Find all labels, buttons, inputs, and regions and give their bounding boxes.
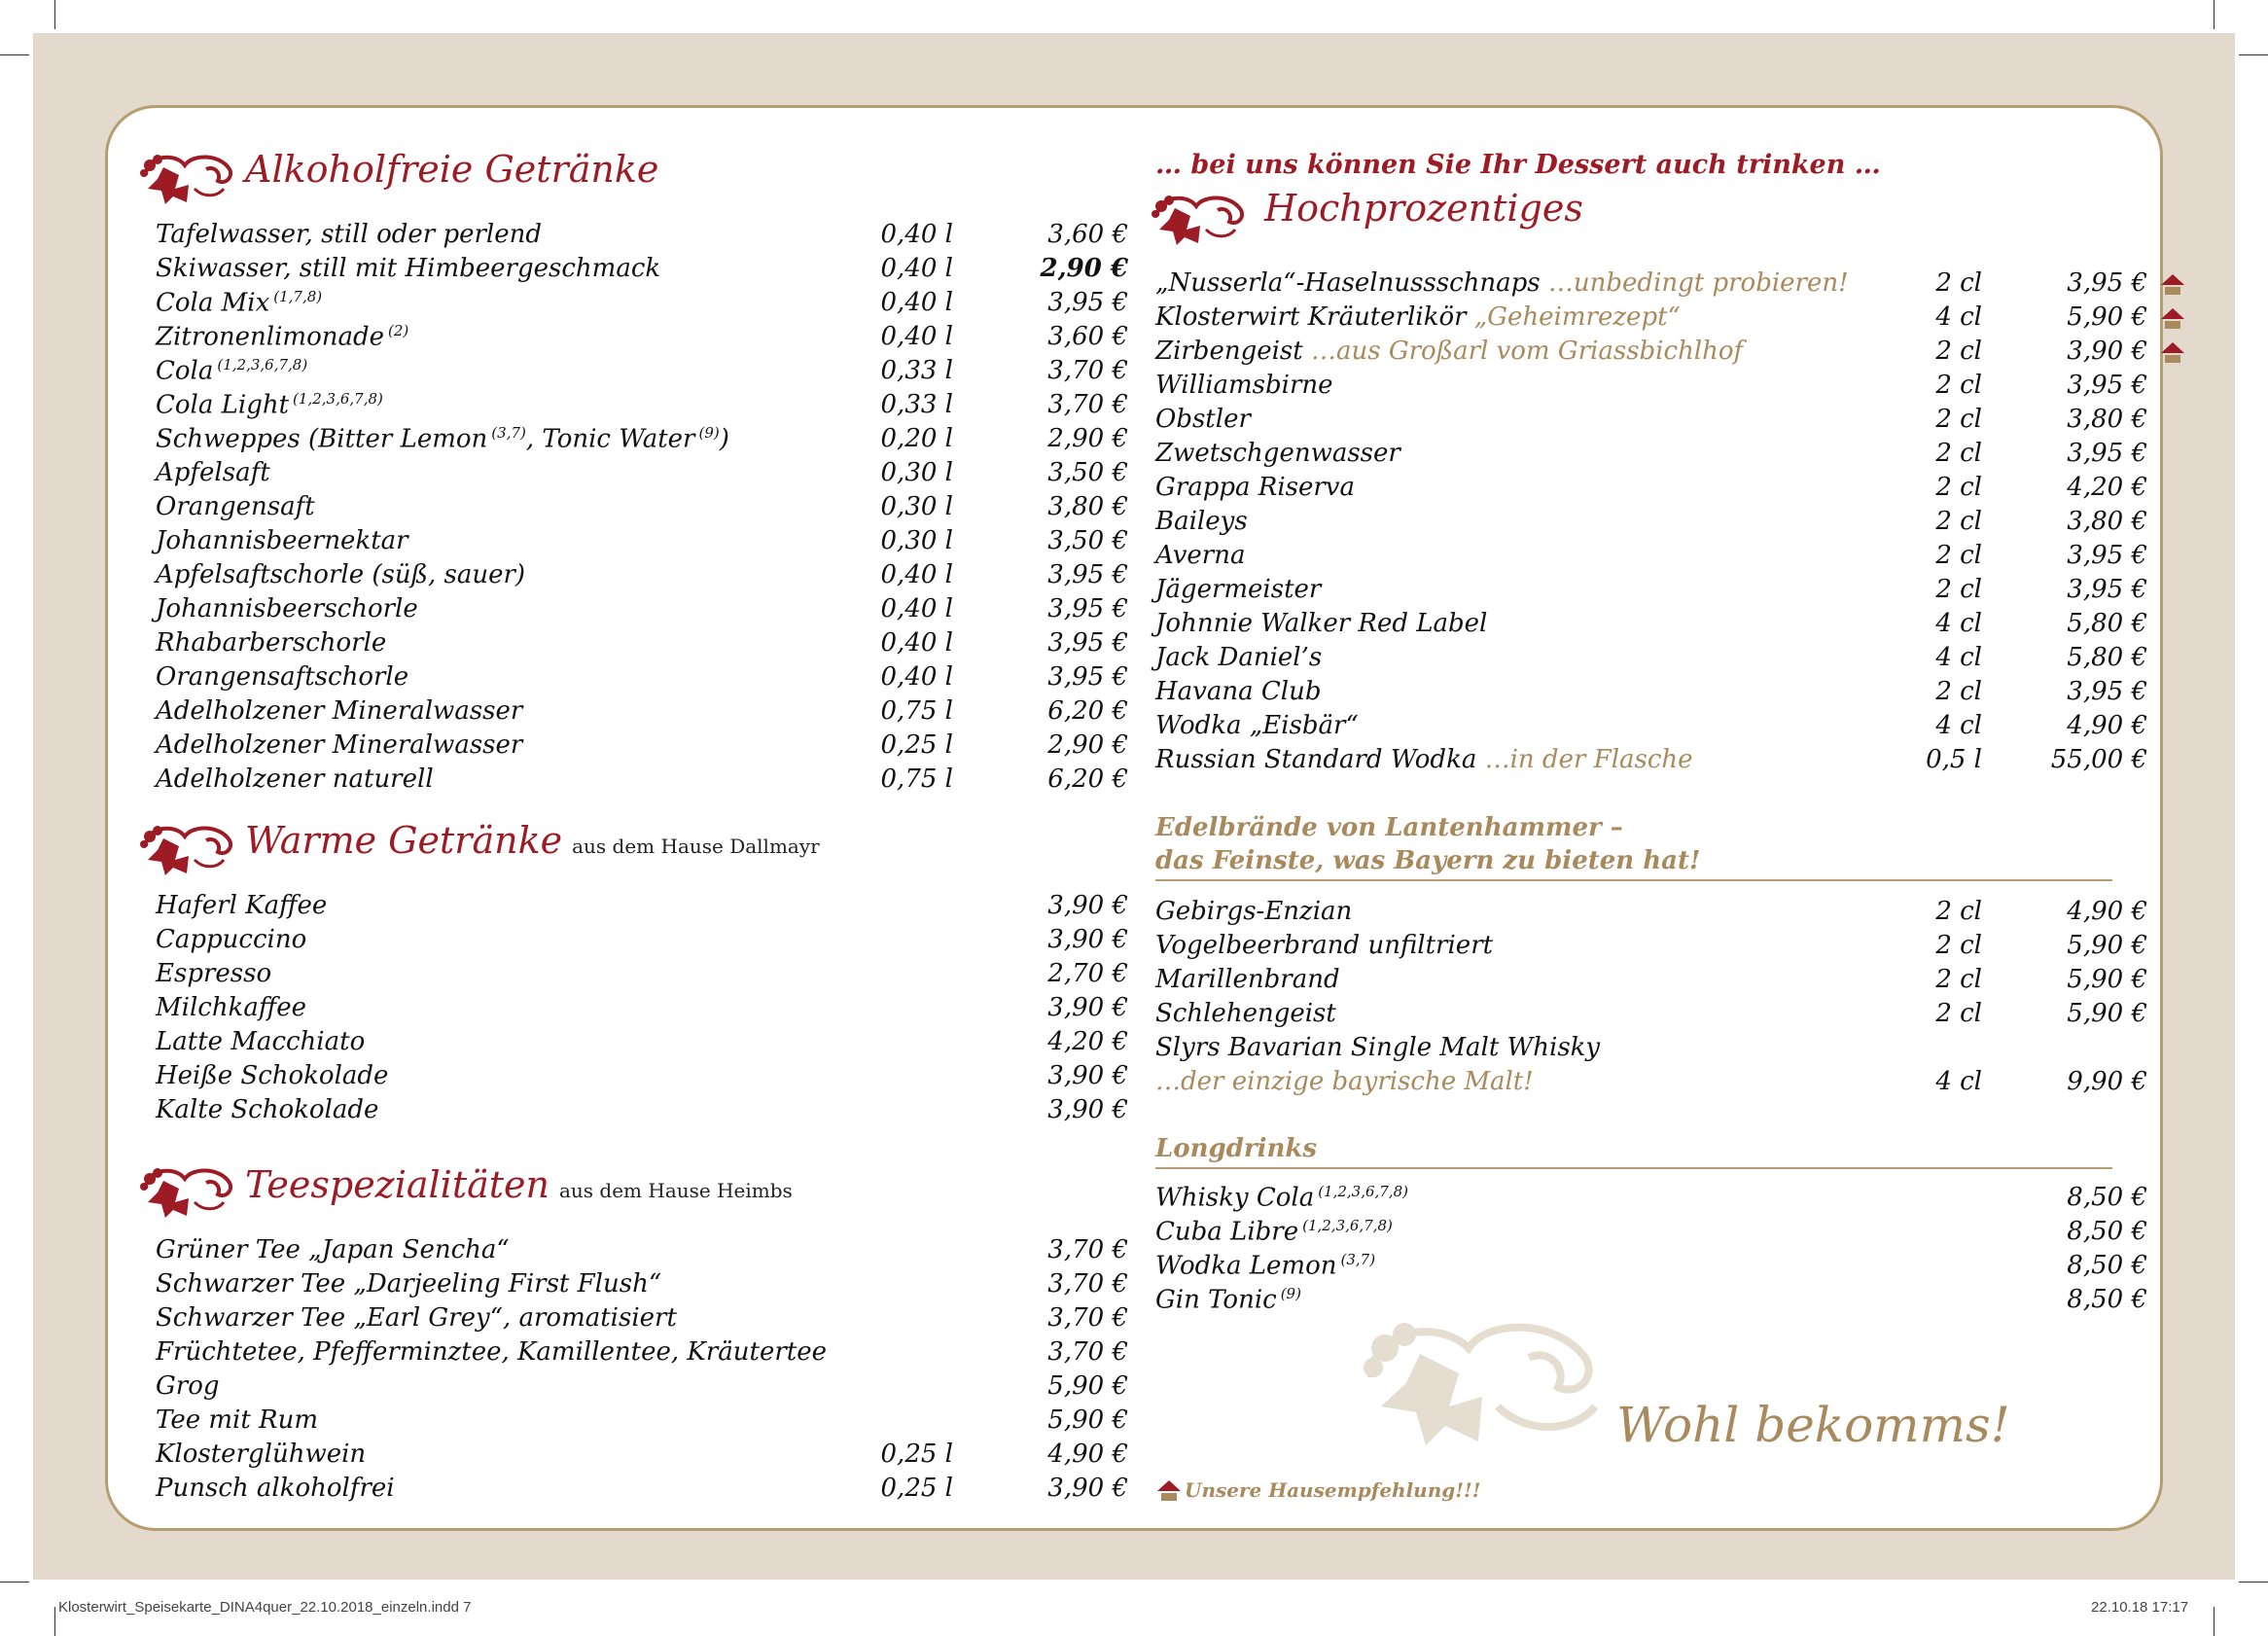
item-quantity: 0,40 l (880, 322, 953, 351)
item-price: 3,95 € (1047, 628, 1128, 658)
tee-title: Teespezialitäten (245, 1163, 549, 1206)
list-item (1155, 1183, 2147, 1217)
item-price: 5,90 € (1047, 1371, 1128, 1401)
warm-subtitle: aus dem Hause Dallmayr (572, 835, 820, 858)
item-quantity: 2 cl (1935, 473, 1982, 502)
item-name: Zitronenlimonade $^{(2)}$ (156, 322, 409, 352)
item-price: 3,95 € (1047, 662, 1128, 692)
item-quantity: 2 cl (1935, 999, 1982, 1028)
item-name: Schwarzer Tee „Darjeeling First Flush“ (156, 1269, 662, 1298)
list-item (156, 1405, 1128, 1440)
item-quantity: 2 cl (1935, 405, 1982, 434)
item-price: 4,90 € (1047, 1440, 1128, 1469)
item-price: 3,50 € (1047, 458, 1128, 487)
item-name: Johannisbeerschorle (156, 594, 418, 623)
legend-text: Unsere Hausempfehlung!!! (1185, 1478, 1481, 1502)
grape-ornament-icon (136, 146, 239, 208)
item-price: 3,95 € (2067, 268, 2147, 298)
item-name: Whisky Cola $^{(1,2,3,6,7,8)}$ (1155, 1183, 1409, 1213)
list-item (1155, 337, 2147, 371)
allergen-note: (3,7) (1340, 1251, 1376, 1268)
list-item (156, 288, 1128, 322)
item-name: Punsch alkoholfrei (156, 1474, 395, 1503)
list-item (156, 1027, 1128, 1061)
item-quantity: 4 cl (1935, 711, 1982, 740)
item-note: …aus Großarl vom Griassbichlhof (1302, 337, 1744, 366)
item-name: Adelholzener Mineralwasser (156, 730, 523, 760)
item-name: Wodka „Eisbär“ (1155, 711, 1359, 740)
crop-mark (0, 54, 29, 55)
item-note: …in der Flasche (1476, 745, 1693, 774)
list-item (156, 765, 1128, 799)
item-quantity: 0,40 l (880, 560, 953, 589)
list-item (1155, 609, 2147, 643)
item-quantity: 4 cl (1935, 643, 1982, 672)
list-item (156, 730, 1128, 765)
item-quantity: 0,75 l (880, 765, 953, 794)
house-recommendation-icon (2161, 342, 2184, 364)
item-price: 3,95 € (1047, 560, 1128, 589)
grape-ornament-icon (136, 1159, 239, 1222)
item-quantity: 0,40 l (880, 254, 953, 283)
list-item (1155, 711, 2147, 745)
item-name: Tafelwasser, still oder perlend (156, 220, 543, 249)
item-name: Apfelsaft (156, 458, 270, 487)
item-name: Jack Daniel’s (1155, 643, 1323, 672)
item-quantity: 2 cl (1935, 575, 1982, 604)
item-price: 3,90 € (1047, 993, 1128, 1022)
list-item (1155, 643, 2147, 677)
house-recommendation-icon (1157, 1480, 1181, 1502)
list-item (1155, 302, 2147, 337)
list-item (156, 526, 1128, 560)
list-item (156, 220, 1128, 254)
item-name: Vogelbeerbrand unfiltriert (1155, 931, 1494, 960)
list-item (156, 322, 1128, 356)
item-quantity: 0,40 l (880, 628, 953, 658)
tee-list (156, 1235, 1128, 1508)
item-name: Schweppes (Bitter Lemon $^{(3,7)}$, Tonic Water $^{(9)}$) (156, 424, 729, 454)
item-price: 5,90 € (1047, 1405, 1128, 1435)
item-name: Früchtetee, Pfefferminztee, Kamillentee, Kräutertee (156, 1337, 828, 1367)
item-name: Heiße Schokolade (156, 1061, 389, 1090)
item-quantity: 0,25 l (880, 1440, 953, 1469)
crop-mark (54, 0, 55, 29)
list-item (1155, 575, 2147, 609)
item-price: 2,70 € (1047, 959, 1128, 988)
item-quantity: 0,40 l (880, 288, 953, 317)
item-name: Baileys (1155, 507, 1248, 536)
item-price: 3,70 € (1047, 1235, 1128, 1264)
item-name: Grüner Tee „Japan Sencha“ (156, 1235, 510, 1264)
item-name: Tee mit Rum (156, 1405, 319, 1435)
crop-mark (54, 1607, 55, 1636)
crop-mark (2214, 1607, 2215, 1636)
item-price: 55,00 € (2050, 745, 2147, 774)
item-price: 8,50 € (2067, 1251, 2147, 1280)
item-name: „Nusserla“-Haselnussschnaps …unbedingt probieren! (1155, 268, 1849, 298)
item-price: 8,50 € (2067, 1217, 2147, 1246)
grape-ornament-icon (1148, 187, 1251, 249)
item-price: 4,20 € (1047, 1027, 1128, 1056)
list-item (156, 560, 1128, 594)
section-title-hoch: Hochprozentiges (1264, 187, 1583, 230)
list-item (1155, 897, 2147, 931)
item-price: 8,50 € (2067, 1183, 2147, 1212)
item-price: 3,70 € (1047, 1303, 1128, 1333)
faded-grape-ornament-icon (1352, 1299, 1644, 1455)
item-quantity: 0,5 l (1926, 745, 1982, 774)
item-name: Adelholzener Mineralwasser (156, 696, 523, 726)
item-price: 6,20 € (1047, 765, 1128, 794)
item-price: 3,95 € (1047, 594, 1128, 623)
item-price: 3,95 € (2067, 677, 2147, 706)
item-quantity: 0,25 l (880, 730, 953, 760)
dessert-tagline: … bei uns können Sie Ihr Dessert auch trinken … (1155, 150, 1881, 180)
list-item (156, 594, 1128, 628)
list-item (156, 390, 1128, 424)
long-title: Longdrinks (1155, 1134, 1318, 1163)
item-price: 5,90 € (2067, 302, 2147, 332)
list-item (1155, 268, 2147, 302)
list-item (1155, 473, 2147, 507)
list-item (1155, 999, 2147, 1033)
warm-title: Warme Getränke (245, 819, 563, 862)
edel-list (1155, 897, 2147, 1101)
item-price: 3,50 € (1047, 526, 1128, 555)
item-price: 2,90 € (1047, 730, 1128, 760)
item-name: Cola Light $^{(1,2,3,6,7,8)}$ (156, 390, 383, 420)
item-price: 9,90 € (2067, 1067, 2147, 1096)
item-name: Johannisbeernektar (156, 526, 408, 555)
allergen-note: (1,7,8) (273, 288, 323, 305)
item-price: 3,70 € (1047, 390, 1128, 419)
item-quantity: 2 cl (1935, 541, 1982, 570)
item-name: Cuba Libre $^{(1,2,3,6,7,8)}$ (1155, 1217, 1393, 1247)
item-price: 3,95 € (2067, 575, 2147, 604)
item-name: Johnnie Walker Red Label (1155, 609, 1488, 638)
item-name: Grappa Riserva (1155, 473, 1355, 502)
item-quantity: 2 cl (1935, 439, 1982, 468)
allergen-note: (2) (388, 322, 409, 339)
item-price: 3,80 € (2067, 405, 2147, 434)
section-title-tee (245, 1163, 793, 1206)
item-price: 3,70 € (1047, 356, 1128, 385)
hoch-list (1155, 268, 2147, 779)
item-price: 3,70 € (1047, 1337, 1128, 1367)
list-item (156, 696, 1128, 730)
item-quantity: 0,40 l (880, 662, 953, 692)
item-name: Zwetschgenwasser (1155, 439, 1400, 468)
item-price: 2,90 € (1047, 424, 1128, 453)
allergen-note: (1,2,3,6,7,8) (217, 356, 308, 373)
list-item (1155, 931, 2147, 965)
item-quantity: 2 cl (1935, 965, 1982, 994)
item-price: 6,20 € (1047, 696, 1128, 726)
item-price: 2,90 € (1040, 254, 1128, 283)
list-item (156, 1371, 1128, 1405)
item-name: Latte Macchiato (156, 1027, 366, 1056)
list-item (1155, 1067, 2147, 1101)
item-price: 4,20 € (2067, 473, 2147, 502)
item-quantity: 0,30 l (880, 458, 953, 487)
item-quantity: 0,33 l (880, 356, 953, 385)
item-quantity: 0,40 l (880, 220, 953, 249)
item-price: 5,90 € (2067, 965, 2147, 994)
item-name: Espresso (156, 959, 272, 988)
edel-title-line2: das Feinste, was Bayern zu bieten hat! (1155, 846, 1701, 875)
item-name: Gebirgs-Enzian (1155, 897, 1353, 926)
list-item (156, 356, 1128, 390)
list-item (1155, 507, 2147, 541)
closing-text: Wohl bekomms! (1616, 1397, 2010, 1453)
list-item (156, 1061, 1128, 1095)
list-item (156, 458, 1128, 492)
item-name: Grog (156, 1371, 220, 1401)
item-price: 3,60 € (1047, 322, 1128, 351)
house-recommendation-icon (2161, 274, 2184, 296)
list-item (156, 959, 1128, 993)
list-item (1155, 1217, 2147, 1251)
list-item (156, 1474, 1128, 1508)
list-item (1155, 371, 2147, 405)
item-price: 3,60 € (1047, 220, 1128, 249)
item-price: 3,90 € (1047, 1474, 1128, 1503)
item-name: Kalte Schokolade (156, 1095, 379, 1124)
item-name: Haferl Kaffee (156, 891, 328, 920)
list-item (156, 1337, 1128, 1371)
list-item (1155, 965, 2147, 999)
item-name: Apfelsaftschorle (süß, sauer) (156, 560, 526, 589)
list-item (1155, 1033, 2147, 1067)
item-quantity: 0,20 l (880, 424, 953, 453)
item-name: Averna (1155, 541, 1246, 570)
list-item (156, 1235, 1128, 1269)
item-price: 8,50 € (2067, 1285, 2147, 1314)
item-quantity: 2 cl (1935, 897, 1982, 926)
print-slug-file: Klosterwirt_Speisekarte_DINA4quer_22.10.2018_einzeln.indd 7 (58, 1599, 472, 1616)
item-name: Obstler (1155, 405, 1251, 434)
edel-title (1155, 811, 1700, 877)
item-name: Cola $^{(1,2,3,6,7,8)}$ (156, 356, 308, 386)
item-name: Havana Club (1155, 677, 1322, 706)
item-quantity: 2 cl (1935, 337, 1982, 366)
item-name: Marillenbrand (1155, 965, 1340, 994)
item-name: Russian Standard Wodka …in der Flasche (1155, 745, 1693, 774)
list-item (1155, 745, 2147, 779)
item-price: 3,95 € (2067, 541, 2147, 570)
item-quantity: 0,75 l (880, 696, 953, 726)
item-name: Jägermeister (1155, 575, 1322, 604)
item-name: Gin Tonic $^{(9)}$ (1155, 1285, 1301, 1315)
item-quantity: 2 cl (1935, 677, 1982, 706)
item-price: 3,90 € (2067, 337, 2147, 366)
long-divider (1155, 1167, 2112, 1169)
item-quantity: 0,30 l (880, 492, 953, 521)
list-item (156, 925, 1128, 959)
item-name: Schwarzer Tee „Earl Grey“, aromatisiert (156, 1303, 677, 1333)
item-note: …unbedingt probieren! (1540, 268, 1849, 298)
item-note: …der einzige bayrische Malt! (1155, 1067, 1534, 1096)
allergen-note: (1,2,3,6,7,8) (1302, 1217, 1393, 1234)
item-price: 5,90 € (2067, 931, 2147, 960)
section-title-warm (245, 819, 820, 862)
item-price: 3,90 € (1047, 891, 1128, 920)
item-name: Cola Mix $^{(1,7,8)}$ (156, 288, 323, 318)
tee-subtitle: aus dem Hause Heimbs (558, 1179, 793, 1202)
item-price: 3,80 € (2067, 507, 2147, 536)
item-price: 5,90 € (2067, 999, 2147, 1028)
item-name: Klosterglühwein (156, 1440, 367, 1469)
allergen-note: (1,2,3,6,7,8) (1318, 1183, 1409, 1200)
list-item (156, 1440, 1128, 1474)
allergen-note: (1,2,3,6,7,8) (293, 390, 383, 408)
item-name: Slyrs Bavarian Single Malt Whisky (1155, 1033, 1601, 1062)
item-price: 3,70 € (1047, 1269, 1128, 1298)
item-name: Skiwasser, still mit Himbeergeschmack (156, 254, 661, 283)
edel-divider (1155, 879, 2112, 881)
warm-list (156, 891, 1128, 1129)
item-note: „Geheimrezept“ (1466, 302, 1681, 332)
item-name: Klosterwirt Kräuterlikör „Geheimrezept“ (1155, 302, 1681, 332)
item-price: 3,80 € (1047, 492, 1128, 521)
item-name: Zirbengeist …aus Großarl vom Griassbichlhof (1155, 337, 1744, 366)
section-title-alkoholfrei: Alkoholfreie Getränke (245, 148, 659, 191)
item-price: 4,90 € (2067, 897, 2147, 926)
item-price: 3,95 € (2067, 371, 2147, 400)
print-slug-date: 22.10.18 17:17 (2091, 1599, 2189, 1616)
edel-title-line1: Edelbrände von Lantenhammer – (1155, 813, 1623, 842)
item-name: Rhabarberschorle (156, 628, 387, 658)
list-item (156, 254, 1128, 288)
item-quantity: 2 cl (1935, 268, 1982, 298)
item-name: Wodka Lemon $^{(3,7)}$ (1155, 1251, 1376, 1281)
list-item (1155, 677, 2147, 711)
alkoholfrei-list (156, 220, 1128, 799)
list-item (156, 891, 1128, 925)
list-item (156, 424, 1128, 458)
item-price: 3,90 € (1047, 1061, 1128, 1090)
item-quantity: 4 cl (1935, 609, 1982, 638)
item-price: 4,90 € (2067, 711, 2147, 740)
list-item (1155, 439, 2147, 473)
item-name: Milchkaffee (156, 993, 307, 1022)
list-item (156, 628, 1128, 662)
item-quantity: 0,30 l (880, 526, 953, 555)
allergen-note: (9) (1280, 1285, 1301, 1302)
item-quantity: 2 cl (1935, 507, 1982, 536)
item-quantity: 0,25 l (880, 1474, 953, 1503)
item-price: 5,80 € (2067, 609, 2147, 638)
item-name: Orangensaft (156, 492, 315, 521)
item-price: 3,90 € (1047, 1095, 1128, 1124)
list-item (156, 1095, 1128, 1129)
item-price: 5,80 € (2067, 643, 2147, 672)
item-quantity: 0,40 l (880, 594, 953, 623)
list-item (1155, 541, 2147, 575)
list-item (156, 1269, 1128, 1303)
item-name: Schlehengeist (1155, 999, 1336, 1028)
crop-mark (0, 1582, 29, 1583)
crop-mark (2214, 0, 2215, 29)
allergen-note: (9) (698, 424, 720, 442)
list-item (156, 662, 1128, 696)
list-item (156, 492, 1128, 526)
item-name: Adelholzener naturell (156, 765, 434, 794)
item-quantity: 0,33 l (880, 390, 953, 419)
item-quantity: 4 cl (1935, 302, 1982, 332)
item-price: 3,90 € (1047, 925, 1128, 954)
list-item (1155, 1251, 2147, 1285)
crop-mark (2239, 54, 2268, 55)
item-price: 3,95 € (1047, 288, 1128, 317)
allergen-note: (3,7) (491, 424, 526, 442)
item-name: Cappuccino (156, 925, 307, 954)
crop-mark (2239, 1582, 2268, 1583)
item-name: Orangensaftschorle (156, 662, 409, 692)
house-recommendation-icon (2161, 308, 2184, 330)
item-quantity: 2 cl (1935, 371, 1982, 400)
item-quantity: 2 cl (1935, 931, 1982, 960)
item-quantity: 4 cl (1935, 1067, 1982, 1096)
item-price: 3,95 € (2067, 439, 2147, 468)
item-name (1155, 1067, 1534, 1096)
list-item (1155, 405, 2147, 439)
long-list (1155, 1183, 2147, 1319)
list-item (1155, 1285, 2147, 1319)
item-name: Williamsbirne (1155, 371, 1333, 400)
list-item (156, 993, 1128, 1027)
list-item (156, 1303, 1128, 1337)
grape-ornament-icon (136, 817, 239, 879)
